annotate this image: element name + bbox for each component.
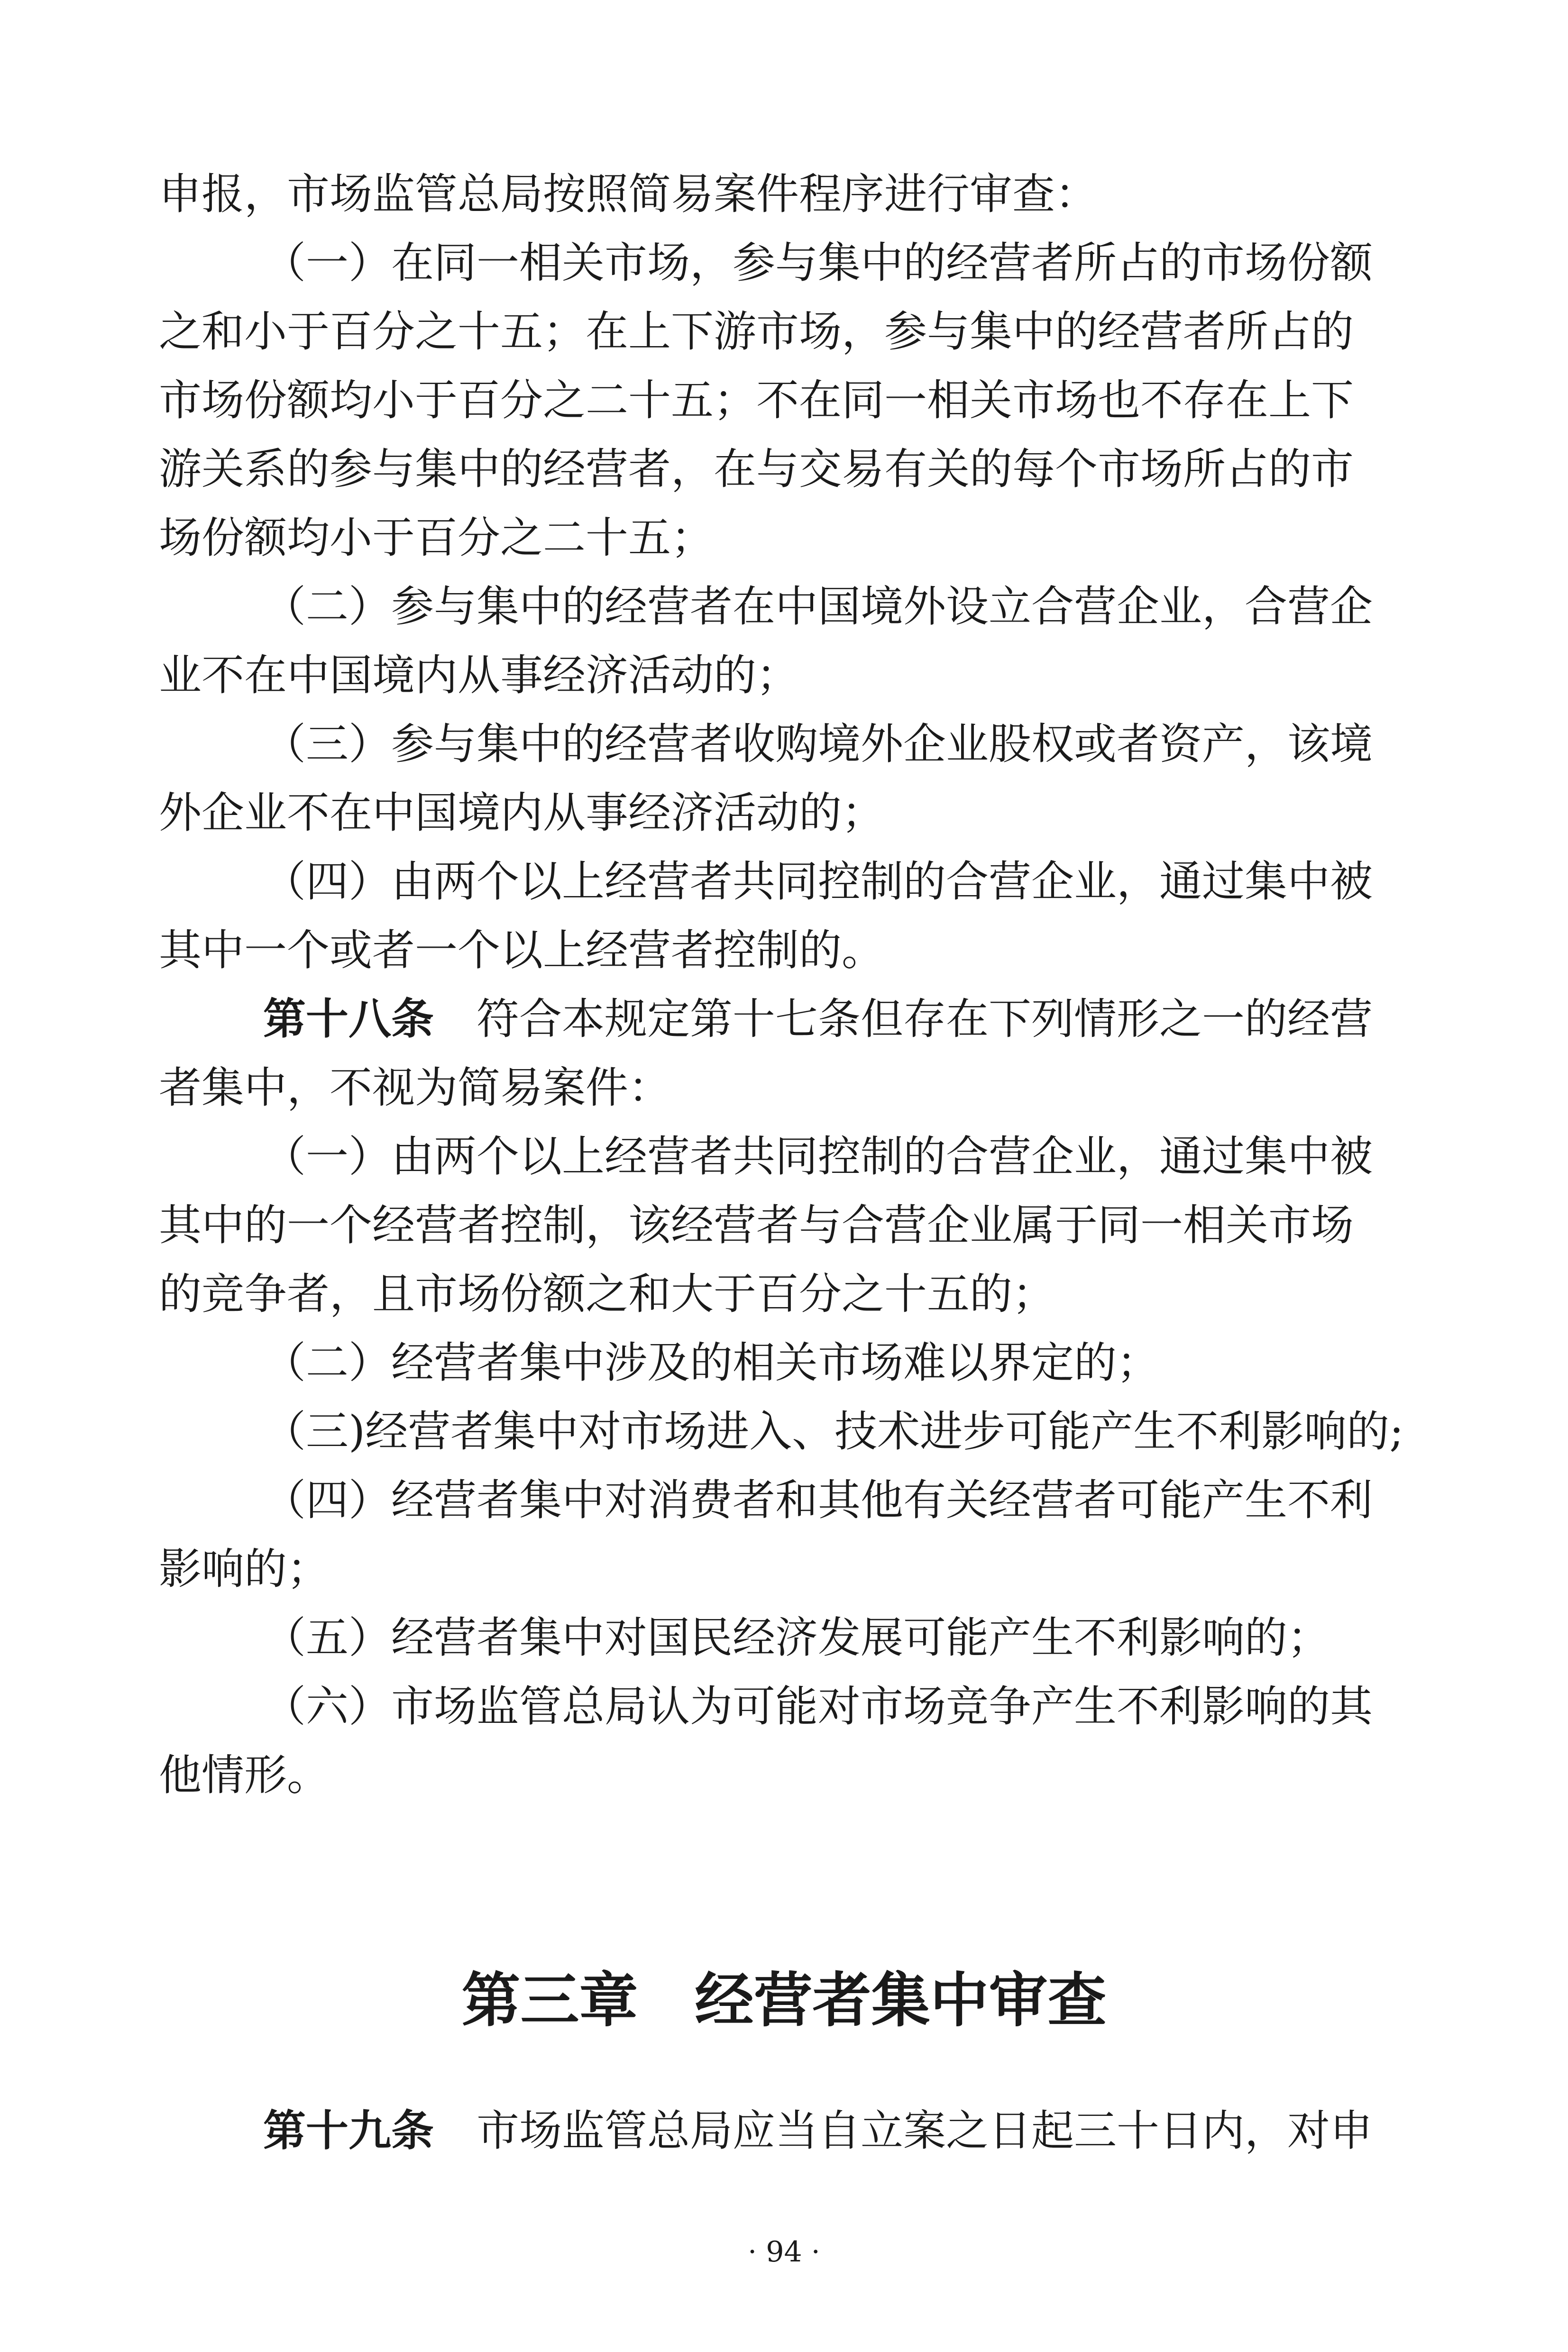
paragraph-line: 者集中，不视为简易案件： [159,1063,671,1113]
paragraph-line: 市场份额均小于百分之二十五；不在同一相关市场也不存在上下 [159,375,1354,425]
paragraph-line: （一）在同一相关市场，参与集中的经营者所占的市场份额 [263,238,1373,288]
paragraph-line: （四）由两个以上经营者共同控制的合营企业，通过集中被 [263,857,1373,906]
paragraph-line: （五）经营者集中对国民经济发展可能产生不利影响的； [263,1613,1330,1663]
article-19-text: 市场监管总局应当自立案之日起三十日内，对申 [477,2106,1373,2156]
paragraph-line: 业不在中国境内从事经济活动的； [159,650,799,700]
paragraph-line: （三）参与集中的经营者收购境外企业股权或者资产，该境 [263,719,1373,769]
article-19-line [263,2096,1411,2167]
paragraph-line: 申报，市场监管总局按照简易案件程序进行审查： [159,169,1098,219]
paragraph-line: 游关系的参与集中的经营者，在与交易有关的每个市场所占的市 [159,444,1354,494]
paragraph-line: （六）市场监管总局认为可能对市场竞争产生不利影响的其 [263,1682,1373,1731]
paragraph-line: 他情形。 [159,1750,330,1800]
paragraph-line: 的竞争者，且市场份额之和大于百分之十五的； [159,1269,1055,1319]
chapter-heading [0,1960,1568,2041]
article-18-label: 第十八条 [263,994,434,1044]
paragraph-line: 场份额均小于百分之二十五； [159,513,714,563]
paragraph-line: 其中的一个经营者控制，该经营者与合营企业属于同一相关市场 [159,1200,1354,1250]
paragraph-line: （一）由两个以上经营者共同控制的合营企业，通过集中被 [263,1132,1373,1181]
paragraph-line: （二）经营者集中涉及的相关市场难以界定的； [263,1338,1159,1388]
chapter-title: 经营者集中审查 [695,1967,1107,2035]
article-18-text: 符合本规定第十七条但存在下列情形之一的经营 [477,994,1373,1044]
paragraph-line: 影响的； [159,1544,330,1594]
paragraph-line: 之和小于百分之十五；在上下游市场，参与集中的经营者所占的 [159,307,1354,357]
paragraph-line: （四）经营者集中对消费者和其他有关经营者可能产生不利 [263,1475,1373,1525]
paragraph-line: （二）参与集中的经营者在中国境外设立合营企业，合营企 [263,582,1373,631]
paragraph-line: （三)经营者集中对市场进入、技术进步可能产生不利影响的; [263,1407,1404,1456]
article-19-label: 第十九条 [263,2106,434,2156]
page-number: · 94 · [748,2235,820,2269]
chapter-label: 第三章 [461,1967,638,2035]
paragraph-line: 其中一个或者一个以上经营者控制的。 [159,925,884,975]
article-18-line [263,984,1411,1055]
paragraph-line: 外企业不在中国境内从事经济活动的； [159,788,884,838]
